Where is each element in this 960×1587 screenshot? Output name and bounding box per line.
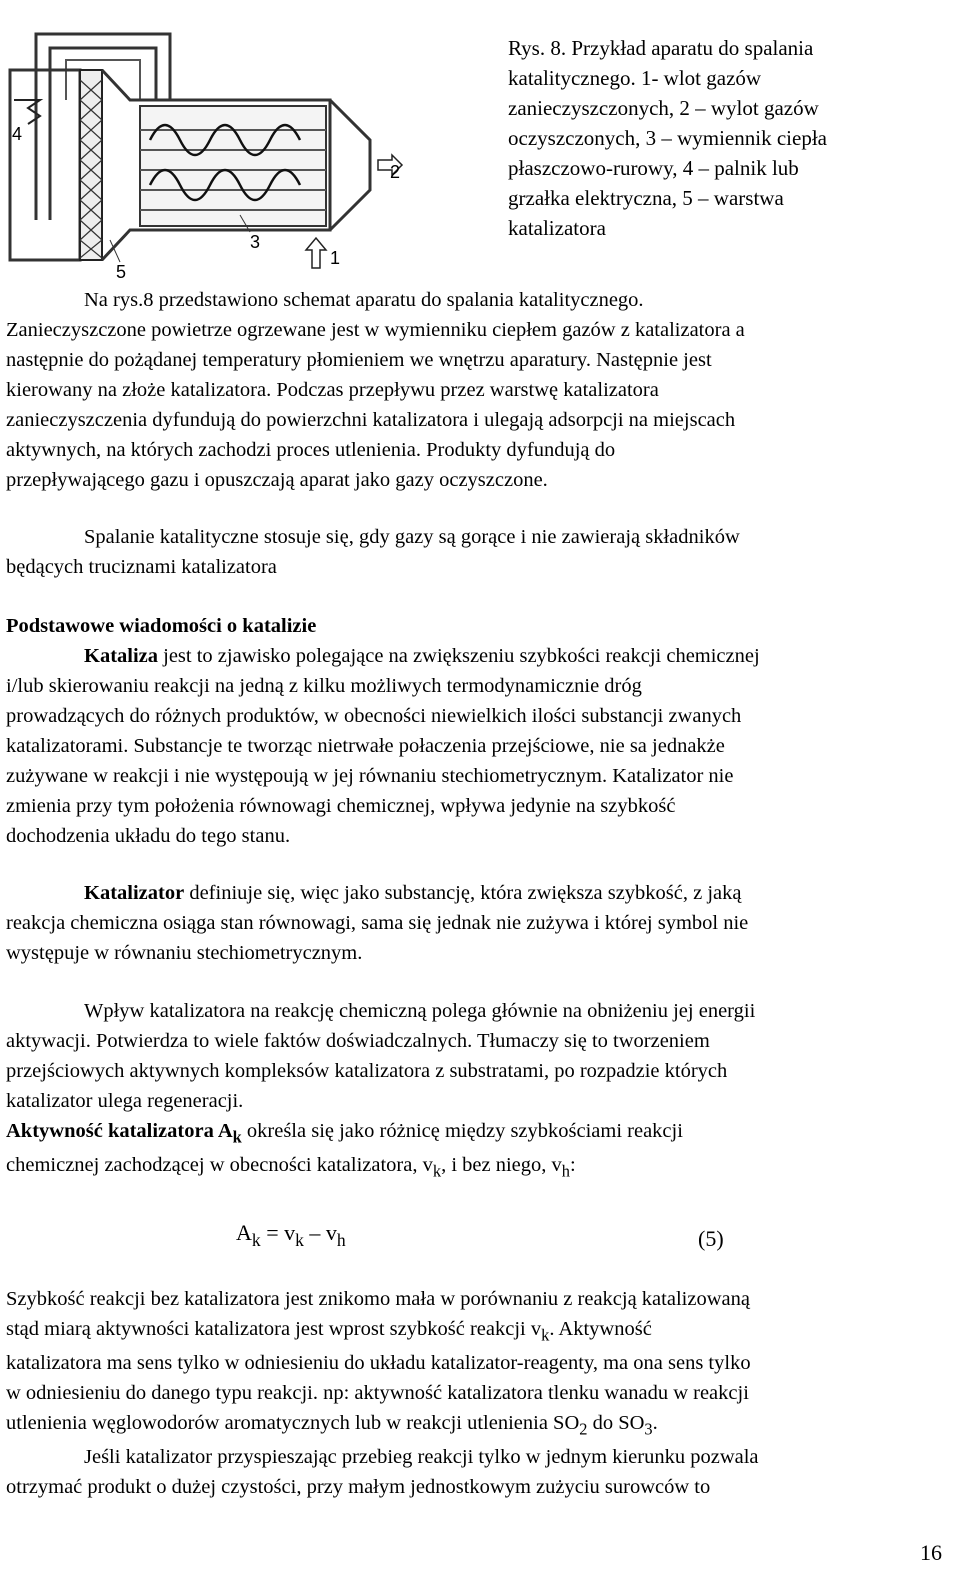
formula-number: (5) [698, 1226, 724, 1251]
caption-line: katalizatora [508, 216, 606, 240]
szybkosc-line2 [6, 1314, 652, 1344]
szybkosc-line2-a: stąd miarą aktywności katalizatora jest wprost szybkość reakcji v [6, 1318, 542, 1340]
szybkosc-line: katalizatora ma sens tylko w odniesieniu do układu katalizator-reagenty, ma ona sens tylko [6, 1352, 751, 1374]
wplyw-line: Wpływ katalizatora na reakcję chemiczną polega głównie na obniżeniu jej energii [84, 1000, 756, 1022]
kataliza-line: zużywane w reakcji i nie występoują w jej równaniu stechiometrycznym. Katalizator nie [6, 765, 734, 787]
caption-line: płaszczowo-rurowy, 4 – palnik lub [508, 156, 799, 180]
figure-label-4: 4 [12, 124, 23, 144]
katalizator-term: Katalizator [84, 882, 185, 904]
apparatus-diagram [0, 0, 500, 290]
formula-eq: = v [260, 1220, 296, 1245]
aktywnosc-sub-k: k [432, 1161, 442, 1181]
kataliza-line: i/lub skierowaniu reakcji na jedną z kilku możliwych termodynamicznie dróg [6, 675, 642, 697]
kataliza-first-line [84, 641, 760, 671]
katalizator-first-rest: definiuje się, więc jako substancję, która zwiększa szybkość, z jaką [184, 882, 742, 904]
formula-a: A [236, 1220, 252, 1245]
kataliza-line: zmienia przy tym położenia równowagi chemicznej, wpływa jedynie na szybkość [6, 795, 676, 817]
szybkosc-line: Szybkość reakcji bez katalizatora jest znikomo mała w porównaniu z reakcją katalizowaną [6, 1288, 750, 1310]
wplyw-line: przejściowych aktywnych kompleksów katalizatora z substratami, po rozpadzie których [6, 1060, 728, 1082]
kataliza-line: prowadzących do różnych produktów, w obecności niewielkich ilości substancji zwanych [6, 705, 742, 727]
page-number: 16 [920, 1540, 942, 1565]
szybkosc-line5-a: utlenienia węglowodorów aromatycznych lub w reakcji utlenienia SO [6, 1412, 580, 1434]
kataliza-line: dochodzenia układu do tego stanu. [6, 825, 291, 847]
formula-minus: – v [303, 1220, 337, 1245]
para1-line: zanieczyszczenia dyfundują do powierzchni katalizatora i ulegają adsorpcji na miejscach [6, 409, 736, 431]
szybkosc-line5-sub2: 3 [644, 1419, 653, 1439]
figure-label-1: 1 [330, 248, 341, 268]
szybkosc-line5 [6, 1408, 658, 1438]
wplyw-line: katalizator ulega regeneracji. [6, 1090, 244, 1112]
para1-line: następnie do pożądanej temperatury płomieniem we wnętrzu aparatury. Następnie jest [6, 349, 712, 371]
para2-line: będących truciznami katalizatora [6, 556, 277, 578]
aktywnosc-second-b: , i bez niego, v [441, 1154, 562, 1176]
aktywnosc-sub-h: h [561, 1161, 570, 1181]
caption-line: grzałka elektryczna, 5 – warstwa [508, 186, 784, 210]
szybkosc-line5-b: do SO [587, 1412, 645, 1434]
jesli-line: otrzymać produkt o dużej czystości, przy małym jednostkowym zużyciu surowców to [6, 1476, 711, 1498]
szybkosc-line: w odniesieniu do danego typu reakcji. np: aktywność katalizatora tlenku wanadu w reakcji [6, 1382, 749, 1404]
para1-line: Zanieczyszczone powietrze ogrzewane jest w wymienniku ciepłem gazów z katalizatora a [6, 319, 745, 341]
para1-line: przepływającego gazu i opuszczają aparat jako gazy oczyszczone. [6, 469, 548, 491]
aktywnosc-first-line [6, 1116, 683, 1146]
formula-a-sub: k [251, 1230, 261, 1251]
aktywnosc-term-text: Aktywność katalizatora A [6, 1120, 233, 1142]
szybkosc-line5-c: . [652, 1412, 658, 1434]
katalizator-line: występuje w równaniu stechiometrycznym. [6, 942, 363, 964]
kataliza-first-rest: jest to zjawisko polegające na zwiększeniu szybkości reakcji chemicznej [158, 645, 760, 667]
aktywnosc-term-sub: k [232, 1127, 242, 1147]
szybkosc-line2-sub: k [541, 1325, 550, 1345]
figure-label-3: 3 [250, 232, 261, 252]
intro-line: Na rys.8 przedstawiono schemat aparatu do spalania katalitycznego. [84, 289, 644, 311]
aktywnosc-second-c: : [569, 1154, 576, 1176]
apparatus-figure [0, 0, 500, 290]
aktywnosc-second-a: chemicznej zachodzącej w obecności katalizatora, v [6, 1154, 433, 1176]
caption-line: oczyszczonych, 3 – wymiennik ciepła [508, 126, 827, 150]
katalizator-first-line [84, 878, 742, 908]
szybkosc-line2-b: . Aktywność [549, 1318, 652, 1340]
para1-line: aktywnych, na których zachodzi proces utlenienia. Produkty dyfundują do [6, 439, 616, 461]
figure-label-2: 2 [390, 162, 401, 182]
wplyw-line: aktywacji. Potwierdza to wiele faktów doświadczalnych. Tłumaczy się to tworzeniem [6, 1030, 710, 1052]
figure-caption [508, 33, 948, 243]
formula-v1-sub: k [295, 1230, 304, 1251]
caption-line: Rys. 8. Przykład aparatu do spalania [508, 36, 814, 60]
aktywnosc-term [6, 1120, 242, 1147]
katalizator-line: reakcja chemiczna osiąga stan równowagi, sama się jednak nie zużywa i której symbol nie [6, 912, 749, 934]
para2-line: Spalanie katalityczne stosuje się, gdy gazy są gorące i nie zawierają składników [84, 526, 740, 548]
figure-label-5: 5 [116, 262, 127, 282]
kataliza-line: katalizatorami. Substancje te tworząc nietrwałe połaczenia przejściowe, nie sa jednakże [6, 735, 725, 757]
para1-line: kierowany na złoże katalizatora. Podczas przepływu przez warstwę katalizatora [6, 379, 659, 401]
caption-line: zanieczyszczonych, 2 – wylot gazów [508, 96, 819, 120]
section-heading: Podstawowe wiadomości o katalizie [6, 615, 317, 637]
formula [236, 1220, 346, 1251]
jesli-line: Jeśli katalizator przyspieszając przebieg reakcji tylko w jednym kierunku pozwala [84, 1446, 759, 1468]
formula-v2-sub: h [336, 1230, 346, 1251]
caption-line: katalitycznego. 1- wlot gazów [508, 66, 762, 90]
aktywnosc-first-rest: określa się jako różnicę między szybkościami reakcji [241, 1120, 683, 1142]
szybkosc-line5-sub1: 2 [579, 1419, 588, 1439]
kataliza-term: Kataliza [84, 645, 159, 667]
aktywnosc-second-line [6, 1150, 576, 1180]
